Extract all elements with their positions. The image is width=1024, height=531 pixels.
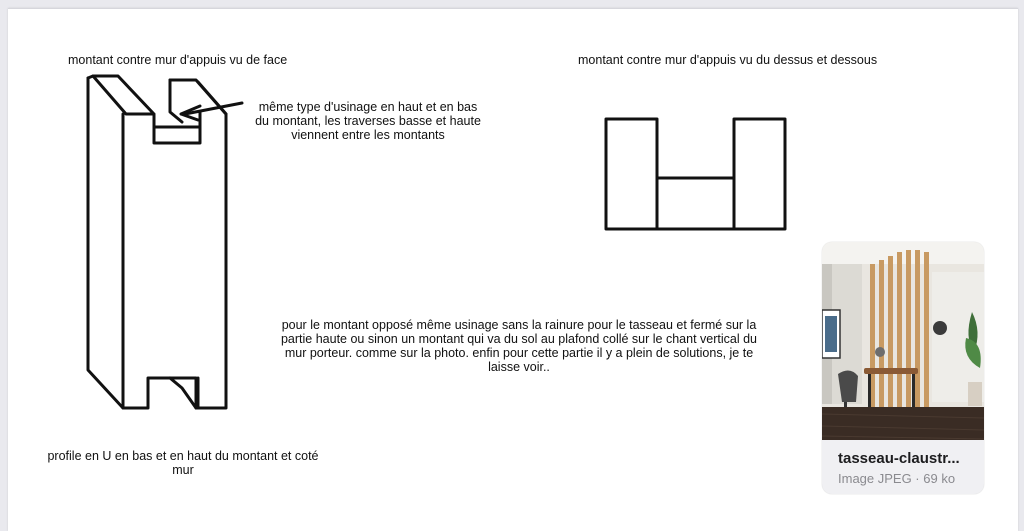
opposite-note [262,318,776,374]
opposite-note-line: laisse voir.. [488,360,550,374]
machining-note-line: même type d'usinage en haut et en bas [258,100,478,114]
profile-note-line: mur [172,463,194,477]
profile-note [38,449,328,477]
opposite-note-line: mur porteur. comme sur la photo. enfin pour cette partie il y a plein de solutions, je te [284,346,754,360]
attachment-filename: tasseau-claustr... [838,450,960,467]
top-view-sketch [0,0,800,240]
front-view-title: montant contre mur d'appuis vu de face [68,53,288,67]
attachment-meta: Image JPEG · 69 ko [838,471,956,486]
opposite-note-line: partie haute ou sinon un montant qui va du sol au plafond collé sur le chant vertical du [280,332,757,346]
machining-note-line: viennent entre les montants [291,128,445,142]
image-attachment[interactable] [822,242,984,494]
opposite-note-line: pour le montant opposé même usinage sans la rainure pour le tasseau et fermé sur la [281,318,757,332]
attachment-thumbnail [822,242,984,440]
machining-note-line: du montant, les traverses basse et haute [255,114,481,128]
top-view-title: montant contre mur d'appuis vu du dessus et dessous [578,53,878,67]
profile-note-line: profile en U en bas et en haut du montant et coté [47,449,319,463]
